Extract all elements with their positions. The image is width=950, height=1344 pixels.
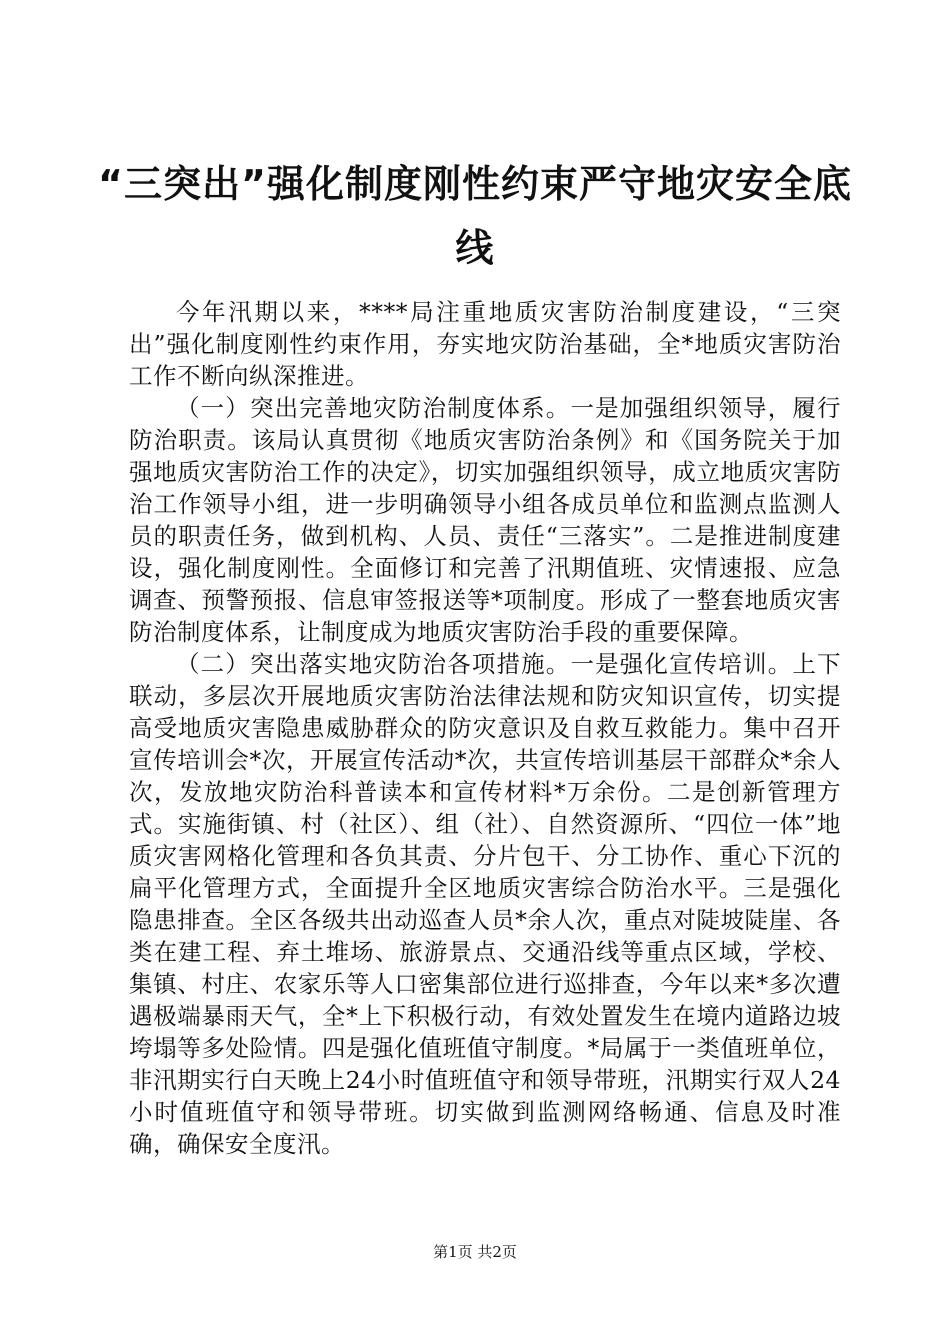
page-footer: 第1页 共2页 [433, 1243, 517, 1261]
paragraph-section-1: （一）突出完善地灾防治制度体系。一是加强组织领导，履行防治职责。该局认真贯彻《地质灾害防治条例》和《国务院关于加强地质灾害防治工作的决定》，切实加强组织领导，成立地质灾害防治工作领导小组，进一步明确领导小组各成员单位和监测点监测人员的职责任务，做到机构、人员、责任“三落实”。二是推进制度建设，强化制度刚性。全面修订和完善了汛期值班、灾情速报、应急调查、预警预报、信息审签报送等*项制度。形成了一整套地质灾害防治制度体系，让制度成为地质灾害防治手段的重要保障。 [129, 394, 841, 646]
paragraph-intro: 今年汛期以来，****局注重地质灾害防治制度建设，“三突出”强化制度刚性约束作用，夯实地灾防治基础，全*地质灾害防治工作不断向纵深推进。 [129, 298, 841, 390]
document-title: “三突出”强化制度刚性约束严守地灾安全底线 [98, 162, 852, 270]
document-body [129, 296, 841, 1160]
paragraph-section-2: （二）突出落实地灾防治各项措施。一是强化宣传培训。上下联动，多层次开展地质灾害防治法律法规和防灾知识宣传，切实提高受地质灾害隐患威胁群众的防灾意识及自救互救能力。集中召开宣传培训会*次，开展宣传活动*次，共宣传培训基层干部群众*余人次，发放地灾防治科普读本和宣传材料*万余份。二是创新管理方式。实施街镇、村（社区）、组（社）、自然资源所、“四位一体”地质灾害网格化管理和各负其责、分片包干、分工协作、重心下沉的扁平化管理方式，全面提升全区地质灾害综合防治水平。三是强化隐患排查。全区各级共出动巡查人员*余人次，重点对陡坡陡崖、各类在建工程、弃土堆场、旅游景点、交通沿线等重点区域，学校、集镇、村庄、农家乐等人口密集部位进行巡排查，今年以来*多次遭遇极端暴雨天气，全*上下积极行动，有效处置发生在境内道路边坡垮塌等多处险情。四是强化值班值守制度。*局属于一类值班单位，非汛期实行白天晚上24小时值班值守和领导带班，汛期实行双人24小时值班值守和领导带班。切实做到监测网络畅通、信息及时准确，确保安全度汛。 [129, 650, 841, 1158]
